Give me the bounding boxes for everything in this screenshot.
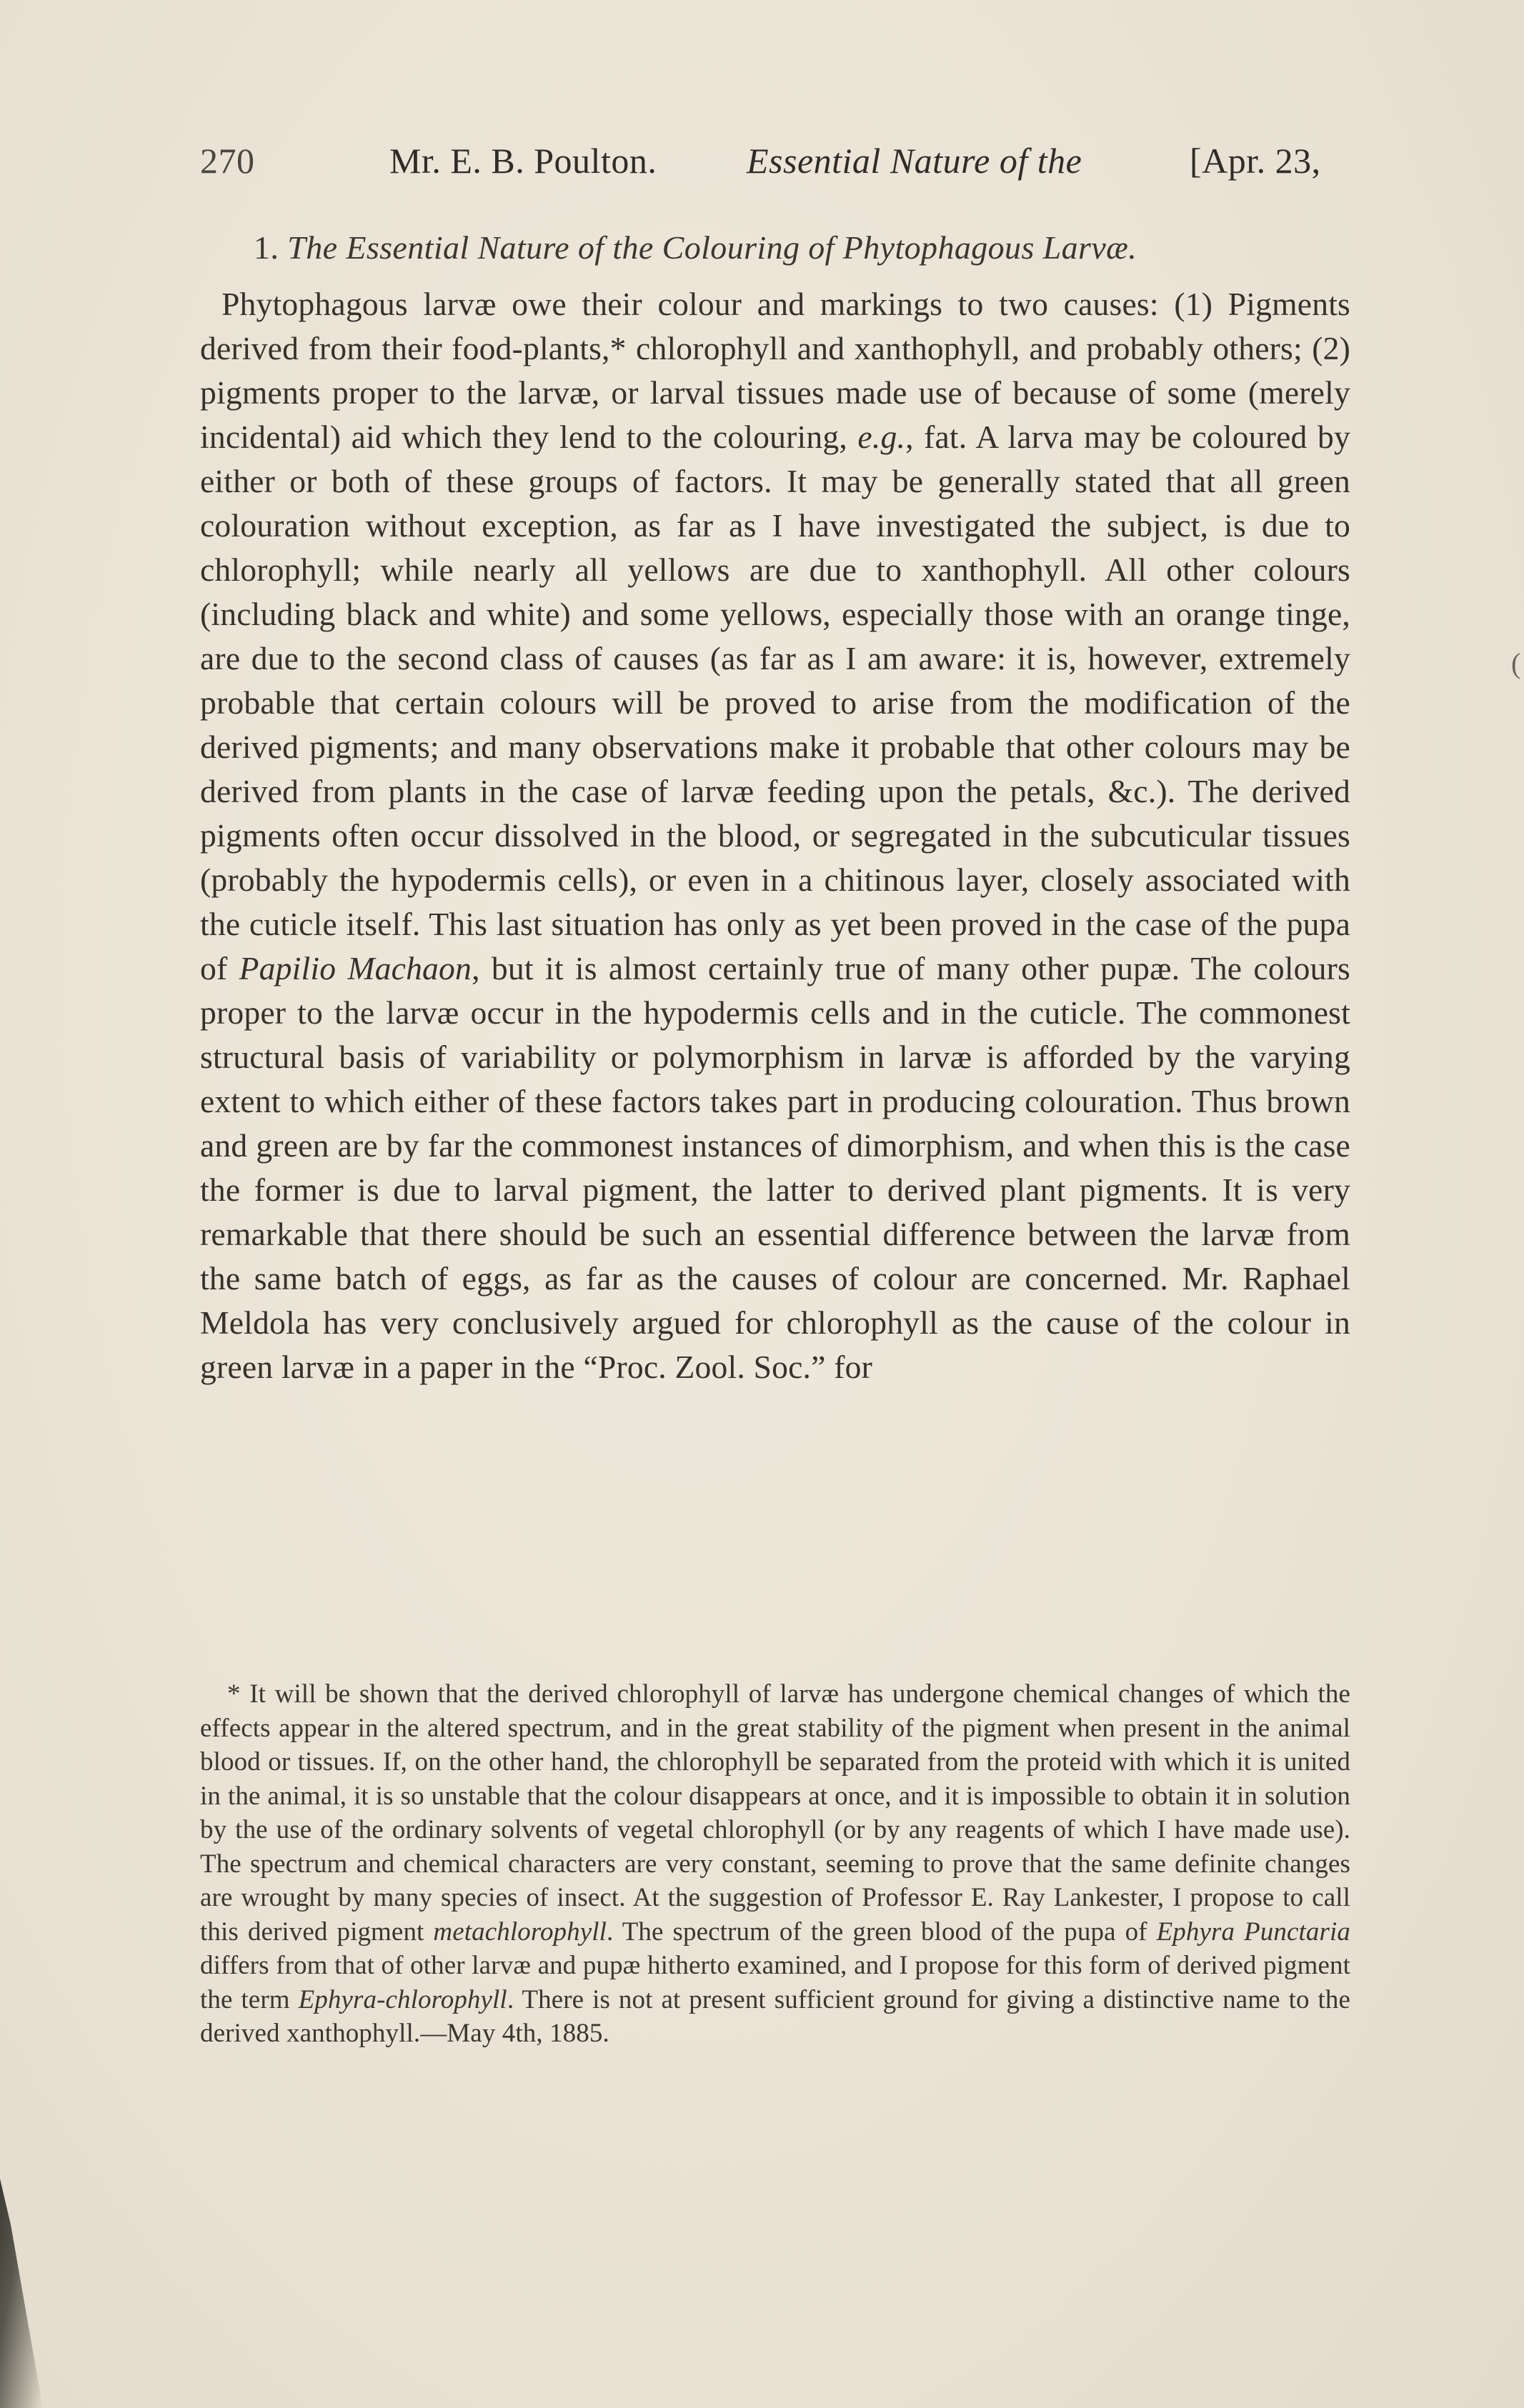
running-head-date: [Apr. 23, xyxy=(1190,141,1321,181)
running-head-title: Essential Nature of the xyxy=(747,141,1082,181)
running-head xyxy=(200,140,1343,190)
footnote-term-metachlorophyll: metachlorophyll xyxy=(433,1917,607,1947)
section-heading xyxy=(254,229,1368,266)
body-text-part-2: , fat. A larva may be coloured by either or both of these groups of factors. It may be generally stated that all green colouration without exception, as far as I have investigated the subject, is due to chlorophyll; while nearly all yellows are due to xanthophyll. All other colours (including black and white) and some yellows, especially those with an orange tinge, are due to the second class of causes (as far as I am aware: it is, however, extremely probable that certain colours will be proved to arise from the modification of the derived pigments; and many observations make it probable that other colours may be derived from plants in the case of larvæ feeding upon the petals, &c.). The derived pigments often occur dissolved in the blood, or segregated in the subcuticular tissues (probably the hypodermis cells), or even in a chitinous layer, closely associated with the cuticle itself. This last situation has only as yet been proved in the case of the pupa of xyxy=(200,419,1350,986)
footnote-part-3: differs from that of other larvæ and pupæ hitherto examined, and I propose for this form of derived pigment the term xyxy=(200,1951,1350,2014)
page-number: 270 xyxy=(200,141,255,181)
footnote-part-4: . There is not at present sufficient ground for giving a distinctive name to the derived xanthophyll.—May 4th, 1885. xyxy=(200,1984,1350,2048)
section-number: 1. xyxy=(254,229,279,266)
body-paragraph xyxy=(200,282,1350,1389)
footnote xyxy=(200,1677,1350,2051)
body-text-part-1: Phytophagous larvæ owe their colour and markings to two causes: (1) Pigments derived from their food-plants,* chlorophyll and xanthophyll, and probably others; (2) pigments proper to the larvæ, or larval tissues made use of because of some (merely incidental) aid which they lend to the colouring, xyxy=(200,286,1350,455)
footnote-term-ephyra-punctaria: Ephyra Punctaria xyxy=(1156,1917,1350,1947)
section-title: The Essential Nature of the Colouring of Phytophagous Larvæ. xyxy=(287,229,1137,266)
body-text-part-3: , but it is almost certainly true of many other pupæ. The colours proper to the larvæ occur in the hypodermis cells and in the cuticle. The commonest structural basis of variability or polymorphism in larvæ is afforded by the varying extent to which either of these factors takes part in producing colouration. Thus brown and green are by far the commonest instances of dimorphism, and when this is the case the former is due to larval pigment, the latter to derived plant pigments. It is very remarkable that there should be such an essential difference between the larvæ from the same batch of eggs, as far as the causes of colour are concerned. Mr. Raphael Meldola has very conclusively argued for chlorophyll as the cause of the colour in green larvæ in a paper in the “Proc. Zool. Soc.” for xyxy=(200,950,1351,1385)
footnote-term-ephyra-chlorophyll: Ephyra-chlorophyll xyxy=(298,1984,507,2014)
footnote-part-1: * It will be shown that the derived chlorophyll of larvæ has undergone chemical changes of which the effects appear in the altered spectrum, and in the great stability of the pigment when present in the animal blood or tissues. If, on the other hand, the chlorophyll be separated from the proteid with which it is united in the animal, it is so unstable that the colour disappears at once, and it is impossible to obtain it in solution by the use of the ordinary solvents of vegetal chlorophyll (or by any reagents of which I have made use). The spectrum and chemical characters are very constant, seeming to prove that the same definite changes are wrought by many species of insect. At the suggestion of Professor E. Ray Lankester, I propose to call this derived pigment xyxy=(200,1679,1350,1947)
body-species-name: Papilio Machaon xyxy=(239,950,472,986)
margin-mark: ( xyxy=(1511,647,1521,679)
running-head-author: Mr. E. B. Poulton. xyxy=(389,141,657,181)
footnote-part-2: . The spectrum of the green blood of the pupa of xyxy=(607,1917,1157,1947)
body-abbrev-eg: e.g. xyxy=(857,419,906,455)
page-edge-shadow xyxy=(0,2179,43,2408)
